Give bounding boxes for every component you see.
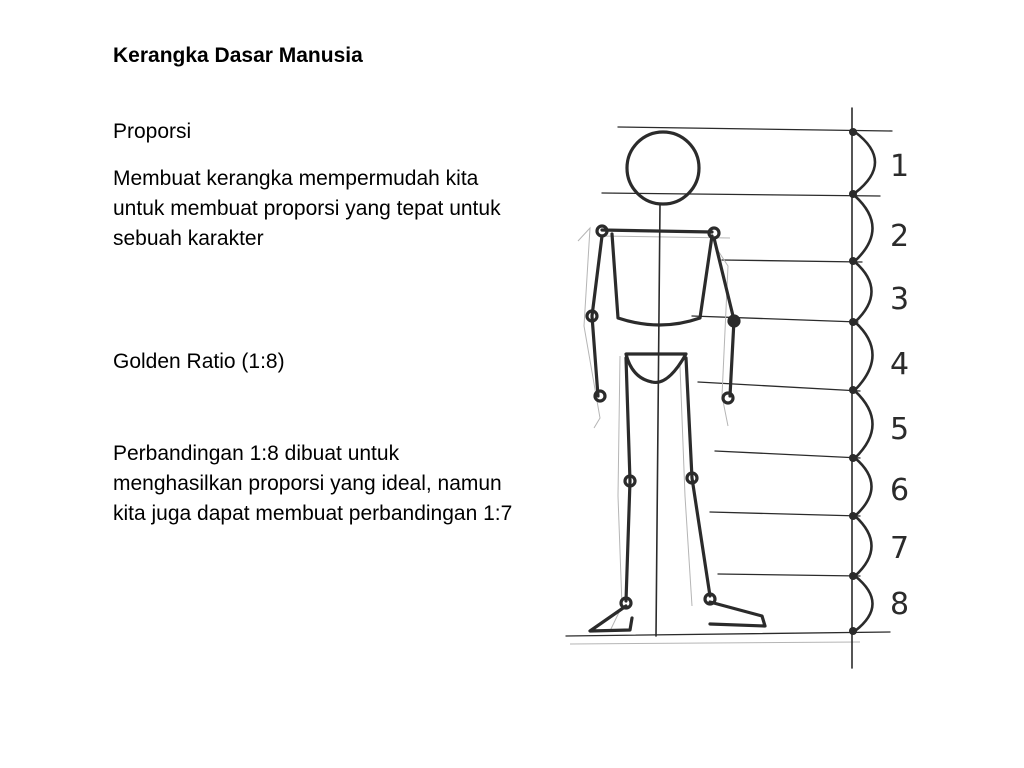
scale-numbers [890, 149, 909, 622]
scale-dots [849, 128, 857, 635]
guide-line [715, 451, 860, 458]
sketch-drawing [560, 96, 940, 676]
guide-line [602, 193, 880, 196]
pelvis [626, 354, 686, 382]
shoulders [602, 230, 712, 232]
right-hand [723, 393, 733, 403]
scale-arc [855, 576, 873, 631]
scale-arc [855, 132, 875, 193]
paragraph-comparison: Perbandingan 1:8 dibuat untuk menghasilkan proporsi yang ideal, namun kita juga dapat membuat perbandingan 1:7 [113, 442, 513, 525]
guide-line [722, 260, 862, 262]
paragraph-description: Membuat kerangka mempermudah kita untuk membuat proporsi yang tepat untuk sebuah karakter [113, 167, 501, 250]
subheading-proporsi: Proporsi [113, 120, 192, 143]
scale-arc [855, 322, 873, 390]
left-hand [595, 391, 605, 401]
right-foot [710, 602, 765, 626]
scale-number: 2 [890, 219, 910, 254]
spine [656, 204, 660, 636]
left-foot [590, 606, 632, 631]
scale-number: 3 [890, 282, 910, 317]
pencil-construction [570, 228, 860, 644]
torso [612, 234, 712, 325]
guide-line [718, 574, 860, 576]
scale-number: 7 [890, 531, 910, 566]
scale-arc [855, 196, 873, 261]
scale-arc [855, 262, 872, 322]
right-elbow [729, 316, 739, 326]
scale-number: 1 [890, 149, 910, 184]
scale-number: 5 [890, 412, 910, 447]
skeleton-proportion-sketch [560, 96, 940, 676]
scale-number: 4 [890, 347, 910, 382]
slide-title: Kerangka Dasar Manusia [113, 44, 363, 67]
scale-number: 6 [890, 473, 910, 508]
scale-arc [855, 458, 872, 516]
guide-line [692, 316, 858, 322]
guide-line [710, 512, 860, 516]
subheading-golden-ratio: Golden Ratio (1:8) [113, 350, 285, 373]
scale-number: 8 [890, 587, 910, 622]
scale-arc [855, 391, 873, 458]
ground-line [566, 632, 890, 636]
scale-arc [855, 516, 872, 576]
guide-lines [566, 127, 892, 636]
